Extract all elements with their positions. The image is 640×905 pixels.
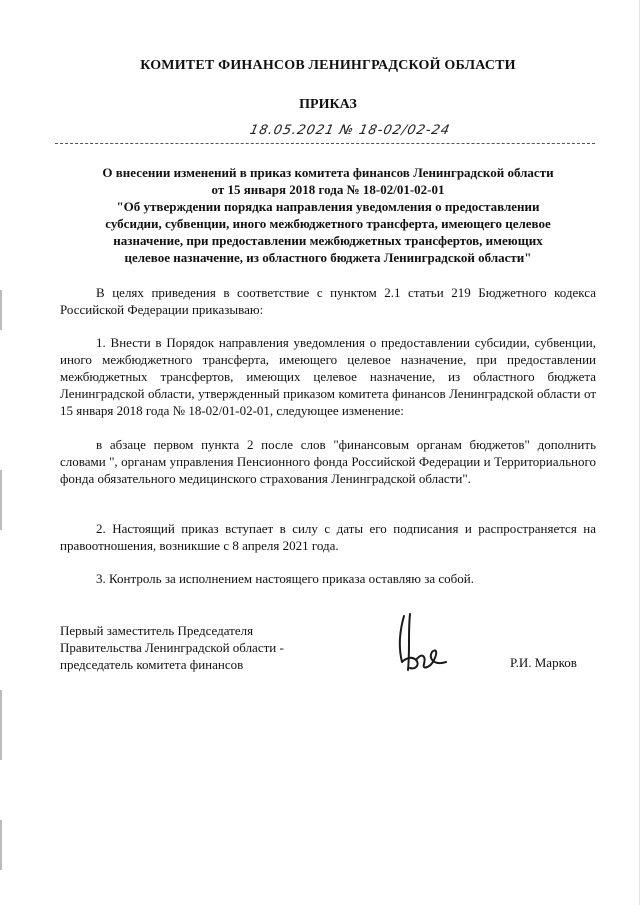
signatory-position [60,622,284,673]
date-number-line [55,123,595,144]
committee-title: КОМИТЕТ ФИНАНСОВ ЛЕНИНГРАДСКОЙ ОБЛАСТИ [140,58,516,73]
document-type-heading: ПРИКАЗ [299,97,357,112]
subject-line: назначение, при предоставлении межбюджетных трансфертов, имеющих [113,233,543,248]
signer-name: Р.И. Марков [510,655,577,670]
position-line: председатель комитета финансов [60,657,244,672]
item-2-paragraph: 2. Настоящий приказ вступает в силу с даты его подписания и распространяется на правоотношения, возникшие с 8 апреля 2021 года. [60,521,596,553]
document-subject [60,164,596,266]
position-line: Правительства Ленинградской области - [60,640,284,655]
subject-line: "Об утверждении порядка направления уведомления о предоставлении [116,199,540,214]
handwritten-date-number: 18.05.2021 № 18-02/02-24 [248,123,452,138]
subject-line: субсидии, субвенции, иного межбюджетного трансферта, имеющего целевое [105,216,551,231]
item-1-change-paragraph: в абзаце первом пункта 2 после слов "финансовым органам бюджетов" дополнить словами ", органам управления Пенсионного фонда Российской Федерации и Территориального фонда обязательного медицинского страхования Ленинградской области". [60,437,596,486]
preamble-paragraph: В целях приведения в соответствие с пунктом 2.1 статьи 219 Бюджетного кодекса Российской Федерации приказываю: [60,285,596,317]
subject-line: целевое назначение, из областного бюджета Ленинградской области" [124,250,532,265]
position-line: Первый заместитель Председателя [60,623,254,638]
subject-line: О внесении изменений в приказ комитета финансов Ленинградской области [102,165,554,180]
handwritten-signature [390,612,450,674]
item-1-paragraph: 1. Внести в Порядок направления уведомления о предоставлении субсидии, субвенции, иного межбюджетного трансферта, имеющего целевое назначение, при предоставлении межбюджетных трансфертов, имеющих целевое назначение, из областного бюджета Ленинградской области, утвержденный приказом комитета финансов Ленинградской области от 15 января 2018 года № 18-02/01-02-01, следующее изменение: [60,335,596,418]
scan-margin-marks [0,0,4,905]
subject-line: от 15 января 2018 года № 18-02/01-02-01 [211,182,445,197]
item-3-paragraph: 3. Контроль за исполнением настоящего приказа оставляю за собой. [96,571,474,586]
